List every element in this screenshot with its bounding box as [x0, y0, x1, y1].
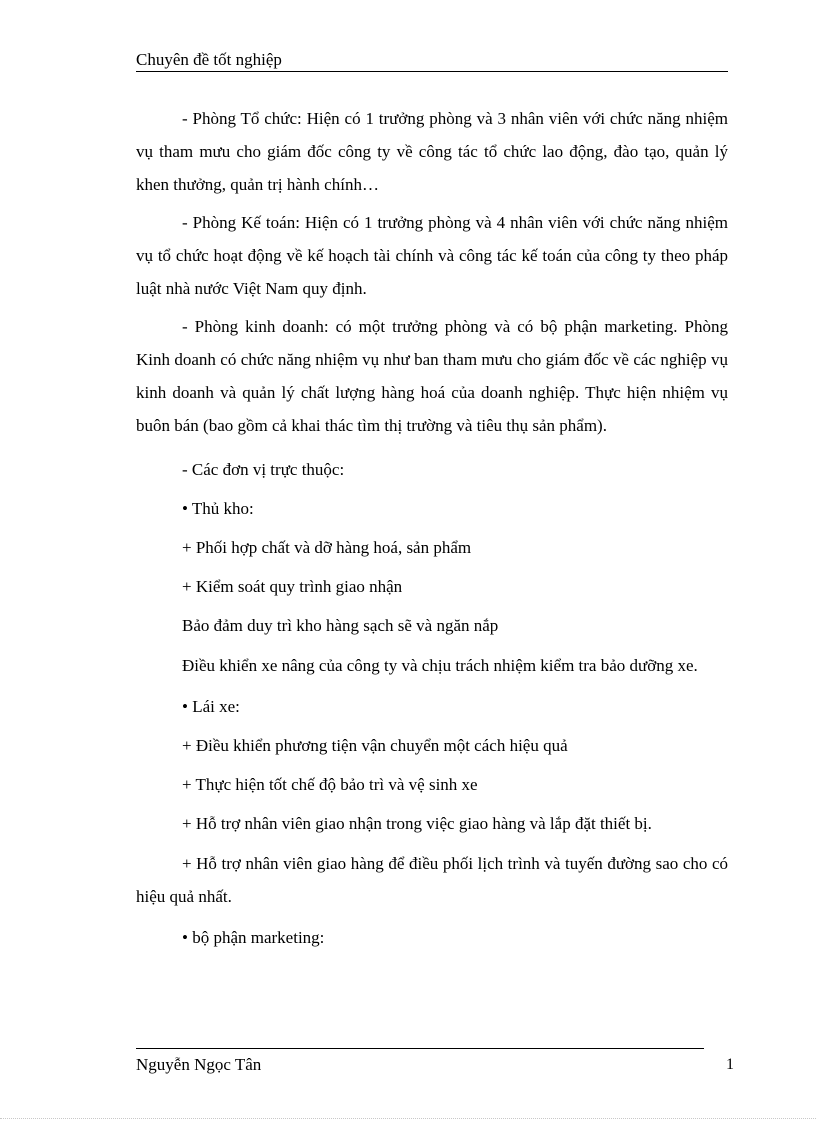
- paragraph-dieu-khien-xe-nang: Điều khiển xe nâng của công ty và chịu trách nhiệm kiểm tra bảo dưỡng xe.: [182, 656, 698, 675]
- line-cac-don-vi: - Các đơn vị trực thuộc:: [182, 460, 345, 479]
- paragraph-phong-ke-toan: - Phòng Kế toán: Hiện có 1 trưởng phòng và 4 nhân viên với chức năng nhiệm vụ tổ chức hoạt động về kế hoạch tài chính và công tác kế toán của công ty theo pháp luật nhà nước Việt Nam quy định.: [136, 213, 728, 298]
- line-bao-dam: Bảo đảm duy trì kho hàng sạch sẽ và ngăn nắp: [182, 616, 499, 635]
- line-bo-phan-marketing: • bộ phận marketing:: [182, 928, 325, 947]
- line-lai-xe: • Lái xe:: [182, 697, 240, 716]
- page-bottom-edge: [0, 1118, 816, 1119]
- footer-author: Nguyễn Ngọc Tân: [136, 1055, 262, 1074]
- line-ho-tro-giao-nhan: + Hỗ trợ nhân viên giao nhận trong việc giao hàng và lắp đặt thiết bị.: [182, 814, 652, 833]
- line-thuc-hien: + Thực hiện tốt chế độ bảo trì và vệ sinh xe: [182, 775, 478, 794]
- paragraph-ho-tro-giao-hang: + Hỗ trợ nhân viên giao hàng để điều phối lịch trình và tuyến đường sao cho có hiệu quả nhất.: [136, 854, 728, 906]
- line-dieu-khien-phuong-tien: + Điều khiển phương tiện vận chuyển một cách hiệu quả: [182, 736, 568, 755]
- paragraph-phong-to-chuc: - Phòng Tổ chức: Hiện có 1 trưởng phòng và 3 nhân viên với chức năng nhiệm vụ tham mưu cho giám đốc công ty về công tác tổ chức lao động, đào tạo, quản lý khen thưởng, quản trị hành chính…: [136, 109, 728, 194]
- line-kiem-soat: + Kiểm soát quy trình giao nhận: [182, 577, 403, 596]
- page-header: [136, 50, 728, 72]
- footer-divider: [136, 1048, 704, 1049]
- page-number: 1: [726, 1056, 734, 1073]
- paragraph-phong-kinh-doanh: - Phòng kinh doanh: có một trưởng phòng và có bộ phận marketing. Phòng Kinh doanh có chức năng nhiệm vụ như ban tham mưu cho giám đốc về các nghiệp vụ kinh doanh và quản lý chất lượng hàng hoá của doanh nghiệp. Thực hiện nhiệm vụ buôn bán (bao gồm cả khai thác tìm thị trường và tiêu thụ sản phẩm).: [136, 317, 728, 435]
- line-thu-kho: • Thủ kho:: [182, 499, 254, 518]
- page-body: [136, 102, 728, 957]
- header-title: Chuyên đề tốt nghiệp: [136, 50, 282, 69]
- line-phoi-hop: + Phối hợp chất và dỡ hàng hoá, sản phẩm: [182, 538, 472, 557]
